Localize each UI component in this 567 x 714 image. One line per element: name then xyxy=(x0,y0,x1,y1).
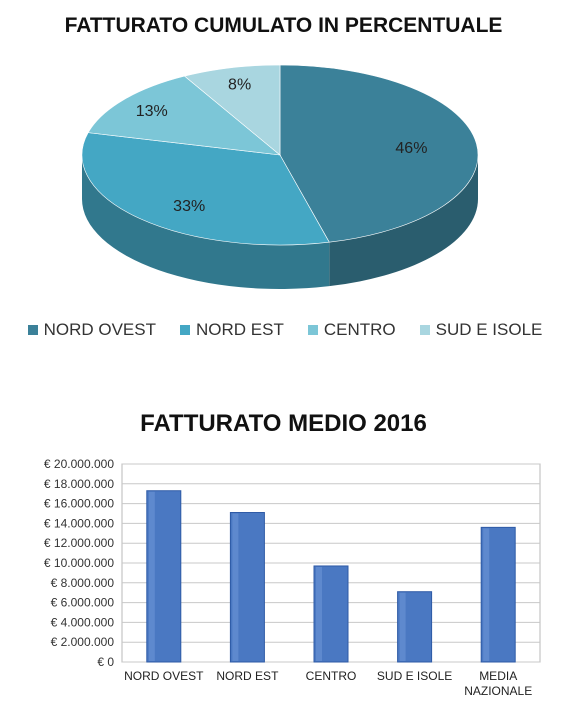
bar-highlight xyxy=(400,593,406,661)
x-tick-label: CENTRO xyxy=(305,669,357,683)
pie-label-centro: 13% xyxy=(135,102,168,120)
legend-item-sud-isole xyxy=(420,320,543,340)
x-tick-label: NORD OVEST xyxy=(124,669,204,683)
legend-label-sud-isole: SUD E ISOLE xyxy=(435,320,543,339)
x-tick-label: NAZIONALE xyxy=(464,684,533,698)
bar-group xyxy=(481,527,515,662)
legend-swatch-nord-ovest xyxy=(28,325,38,335)
y-tick-label: € 0 xyxy=(97,655,114,669)
y-tick-label: € 12.000.000 xyxy=(43,536,114,551)
y-tick-label: € 6.000.000 xyxy=(50,595,114,610)
bar-chart-title: FATTURATO MEDIO 2016 xyxy=(140,410,427,437)
legend-swatch-nord-est xyxy=(180,325,190,335)
legend-label-nord-ovest: NORD OVEST xyxy=(43,320,156,339)
y-tick-label: € 14.000.000 xyxy=(43,516,114,531)
y-tick-label: € 20.000.000 xyxy=(43,457,114,471)
x-tick-label: NORD EST xyxy=(216,669,279,683)
legend-swatch-sud-isole xyxy=(420,325,430,335)
y-tick-label: € 8.000.000 xyxy=(50,575,114,590)
bar-highlight xyxy=(149,492,155,661)
legend-label-centro: CENTRO xyxy=(323,320,396,339)
x-tick-label: SUD E ISOLE xyxy=(376,669,453,683)
legend-item-centro xyxy=(308,320,396,340)
y-tick-label: € 16.000.000 xyxy=(43,496,114,511)
y-tick-label: € 18.000.000 xyxy=(43,476,114,491)
y-tick-label: € 2.000.000 xyxy=(50,635,114,650)
bar-highlight xyxy=(316,567,322,661)
bar-group xyxy=(147,491,181,662)
pie-legend xyxy=(20,320,550,340)
legend-label-nord-est: NORD EST xyxy=(196,320,284,339)
x-tick-label: MEDIA xyxy=(479,669,518,683)
legend-swatch-centro xyxy=(308,325,318,335)
legend-item-nord-est xyxy=(180,320,284,340)
pie-chart-title: FATTURATO CUMULATO IN PERCENTUALE xyxy=(64,14,503,37)
y-tick-label: € 4.000.000 xyxy=(50,615,114,630)
bar-highlight xyxy=(232,514,238,661)
pie-label-nord-ovest: 46% xyxy=(395,139,428,157)
pie-label-nord-est: 33% xyxy=(173,197,206,215)
bar-chart xyxy=(0,450,567,714)
y-tick-label: € 10.000.000 xyxy=(43,556,114,570)
pie-label-sud-isole: 8% xyxy=(228,76,252,94)
bar-group xyxy=(398,592,432,662)
bar-group xyxy=(230,513,264,662)
legend-item-nord-ovest xyxy=(28,320,156,340)
bar-group xyxy=(314,566,348,662)
pie-chart xyxy=(0,50,567,310)
bar-highlight xyxy=(483,528,489,661)
